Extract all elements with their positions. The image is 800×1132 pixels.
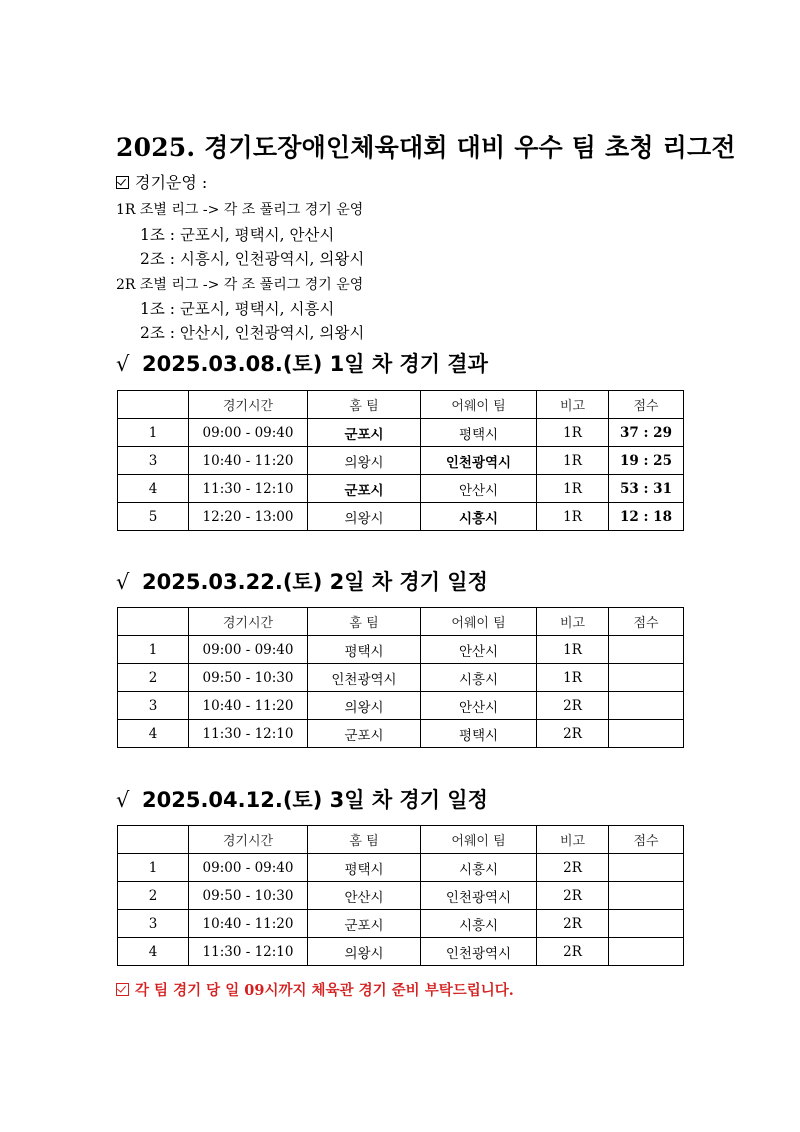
score-cell	[609, 938, 684, 966]
away-team-cell: 평택시	[421, 720, 537, 748]
home-team-cell: 평택시	[308, 854, 421, 882]
table-row	[118, 854, 684, 882]
game-time-cell: 09:00 - 09:40	[189, 636, 308, 664]
round-note-cell: 1R	[537, 475, 609, 503]
game-number-cell: 4	[118, 475, 189, 503]
game-number-cell: 4	[118, 938, 189, 966]
home-team-cell: 군포시	[308, 910, 421, 938]
round-note-cell: 2R	[537, 720, 609, 748]
away-team-cell: 안산시	[421, 636, 537, 664]
day3-heading: √ 2025.04.12.(토) 3일 차 경기 일정	[116, 788, 488, 812]
round-note-cell: 2R	[537, 938, 609, 966]
score-cell: 53 : 31	[609, 475, 684, 503]
table-row	[118, 664, 684, 692]
away-team-cell: 인천광역시	[421, 447, 537, 475]
away-team-cell: 안산시	[421, 692, 537, 720]
table-header-row	[118, 608, 684, 636]
away-team-cell: 시흥시	[421, 664, 537, 692]
column-header: 비고	[537, 608, 609, 636]
table-row	[118, 882, 684, 910]
home-team-cell: 군포시	[308, 475, 421, 503]
check-icon: √	[116, 788, 130, 812]
away-team-cell: 시흥시	[421, 910, 537, 938]
table-row	[118, 692, 684, 720]
score-cell	[609, 854, 684, 882]
footer-notice: 각 팀 경기 당 일 09시까지 체육관 경기 준비 부탁드립니다.	[116, 979, 514, 1000]
score-cell	[609, 720, 684, 748]
operations-heading: 경기운영 :	[116, 170, 207, 193]
home-team-cell: 군포시	[308, 419, 421, 447]
game-number-cell: 5	[118, 503, 189, 531]
game-number-cell: 1	[118, 636, 189, 664]
round-note-cell: 1R	[537, 419, 609, 447]
home-team-cell: 군포시	[308, 720, 421, 748]
round1-label: 1R 조별 리그 -> 각 조 풀리그 경기 운영	[116, 202, 364, 218]
game-time-cell: 11:30 - 12:10	[189, 938, 308, 966]
day2-table	[117, 607, 684, 748]
round2-label: 2R 조별 리그 -> 각 조 풀리그 경기 운영	[116, 277, 364, 293]
round-note-cell: 2R	[537, 692, 609, 720]
column-header: 홈 팀	[308, 608, 421, 636]
day1-heading: √ 2025.03.08.(토) 1일 차 경기 결과	[116, 352, 488, 376]
checkbox-icon	[116, 983, 129, 996]
column-header: 어웨이 팀	[421, 608, 537, 636]
game-time-cell: 11:30 - 12:10	[189, 720, 308, 748]
home-team-cell: 의왕시	[308, 447, 421, 475]
game-time-cell: 09:00 - 09:40	[189, 419, 308, 447]
home-team-cell: 평택시	[308, 636, 421, 664]
column-header	[118, 391, 189, 419]
table-row	[118, 910, 684, 938]
round-note-cell: 2R	[537, 854, 609, 882]
game-number-cell: 2	[118, 664, 189, 692]
game-number-cell: 3	[118, 447, 189, 475]
table-row	[118, 636, 684, 664]
round-note-cell: 2R	[537, 910, 609, 938]
day3-table	[117, 825, 684, 966]
game-time-cell: 10:40 - 11:20	[189, 692, 308, 720]
column-header: 점수	[609, 391, 684, 419]
table-row	[118, 938, 684, 966]
checkbox-icon	[116, 176, 129, 189]
table-header-row	[118, 826, 684, 854]
column-header: 비고	[537, 391, 609, 419]
game-time-cell: 11:30 - 12:10	[189, 475, 308, 503]
home-team-cell: 의왕시	[308, 503, 421, 531]
column-header: 비고	[537, 826, 609, 854]
score-cell: 19 : 25	[609, 447, 684, 475]
column-header: 어웨이 팀	[421, 826, 537, 854]
score-cell	[609, 636, 684, 664]
table-row	[118, 447, 684, 475]
column-header: 경기시간	[189, 608, 308, 636]
column-header: 점수	[609, 826, 684, 854]
game-time-cell: 09:00 - 09:40	[189, 854, 308, 882]
away-team-cell: 시흥시	[421, 503, 537, 531]
away-team-cell: 인천광역시	[421, 882, 537, 910]
score-cell	[609, 882, 684, 910]
score-cell	[609, 910, 684, 938]
game-time-cell: 09:50 - 10:30	[189, 882, 308, 910]
away-team-cell: 평택시	[421, 419, 537, 447]
check-icon: √	[116, 352, 130, 376]
column-header	[118, 826, 189, 854]
round2-group1: 1조 : 군포시, 평택시, 시흥시	[140, 300, 335, 318]
game-time-cell: 09:50 - 10:30	[189, 664, 308, 692]
column-header: 홈 팀	[308, 826, 421, 854]
round2-group2: 2조 : 안산시, 인천광역시, 의왕시	[140, 324, 365, 342]
game-number-cell: 3	[118, 692, 189, 720]
home-team-cell: 의왕시	[308, 938, 421, 966]
check-icon: √	[116, 570, 130, 594]
game-time-cell: 12:20 - 13:00	[189, 503, 308, 531]
round-note-cell: 2R	[537, 882, 609, 910]
game-number-cell: 1	[118, 854, 189, 882]
round-note-cell: 1R	[537, 664, 609, 692]
game-number-cell: 4	[118, 720, 189, 748]
column-header: 경기시간	[189, 826, 308, 854]
score-cell: 37 : 29	[609, 419, 684, 447]
page-title: 2025. 경기도장애인체육대회 대비 우수 팀 초청 리그전	[116, 133, 736, 162]
game-number-cell: 2	[118, 882, 189, 910]
day1-table	[117, 390, 684, 531]
table-row	[118, 720, 684, 748]
home-team-cell: 의왕시	[308, 692, 421, 720]
game-number-cell: 1	[118, 419, 189, 447]
game-number-cell: 3	[118, 910, 189, 938]
away-team-cell: 인천광역시	[421, 938, 537, 966]
away-team-cell: 안산시	[421, 475, 537, 503]
round1-group2: 2조 : 시흥시, 인천광역시, 의왕시	[140, 250, 365, 268]
score-cell	[609, 664, 684, 692]
round1-group1: 1조 : 군포시, 평택시, 안산시	[140, 226, 335, 244]
column-header: 경기시간	[189, 391, 308, 419]
column-header: 어웨이 팀	[421, 391, 537, 419]
day2-heading: √ 2025.03.22.(토) 2일 차 경기 일정	[116, 570, 488, 594]
round-note-cell: 1R	[537, 503, 609, 531]
score-cell	[609, 692, 684, 720]
home-team-cell: 인천광역시	[308, 664, 421, 692]
table-header-row	[118, 391, 684, 419]
score-cell: 12 : 18	[609, 503, 684, 531]
column-header: 홈 팀	[308, 391, 421, 419]
game-time-cell: 10:40 - 11:20	[189, 447, 308, 475]
round-note-cell: 1R	[537, 447, 609, 475]
home-team-cell: 안산시	[308, 882, 421, 910]
round-note-cell: 1R	[537, 636, 609, 664]
game-time-cell: 10:40 - 11:20	[189, 910, 308, 938]
away-team-cell: 시흥시	[421, 854, 537, 882]
column-header	[118, 608, 189, 636]
table-row	[118, 419, 684, 447]
table-row	[118, 503, 684, 531]
table-row	[118, 475, 684, 503]
column-header: 점수	[609, 608, 684, 636]
